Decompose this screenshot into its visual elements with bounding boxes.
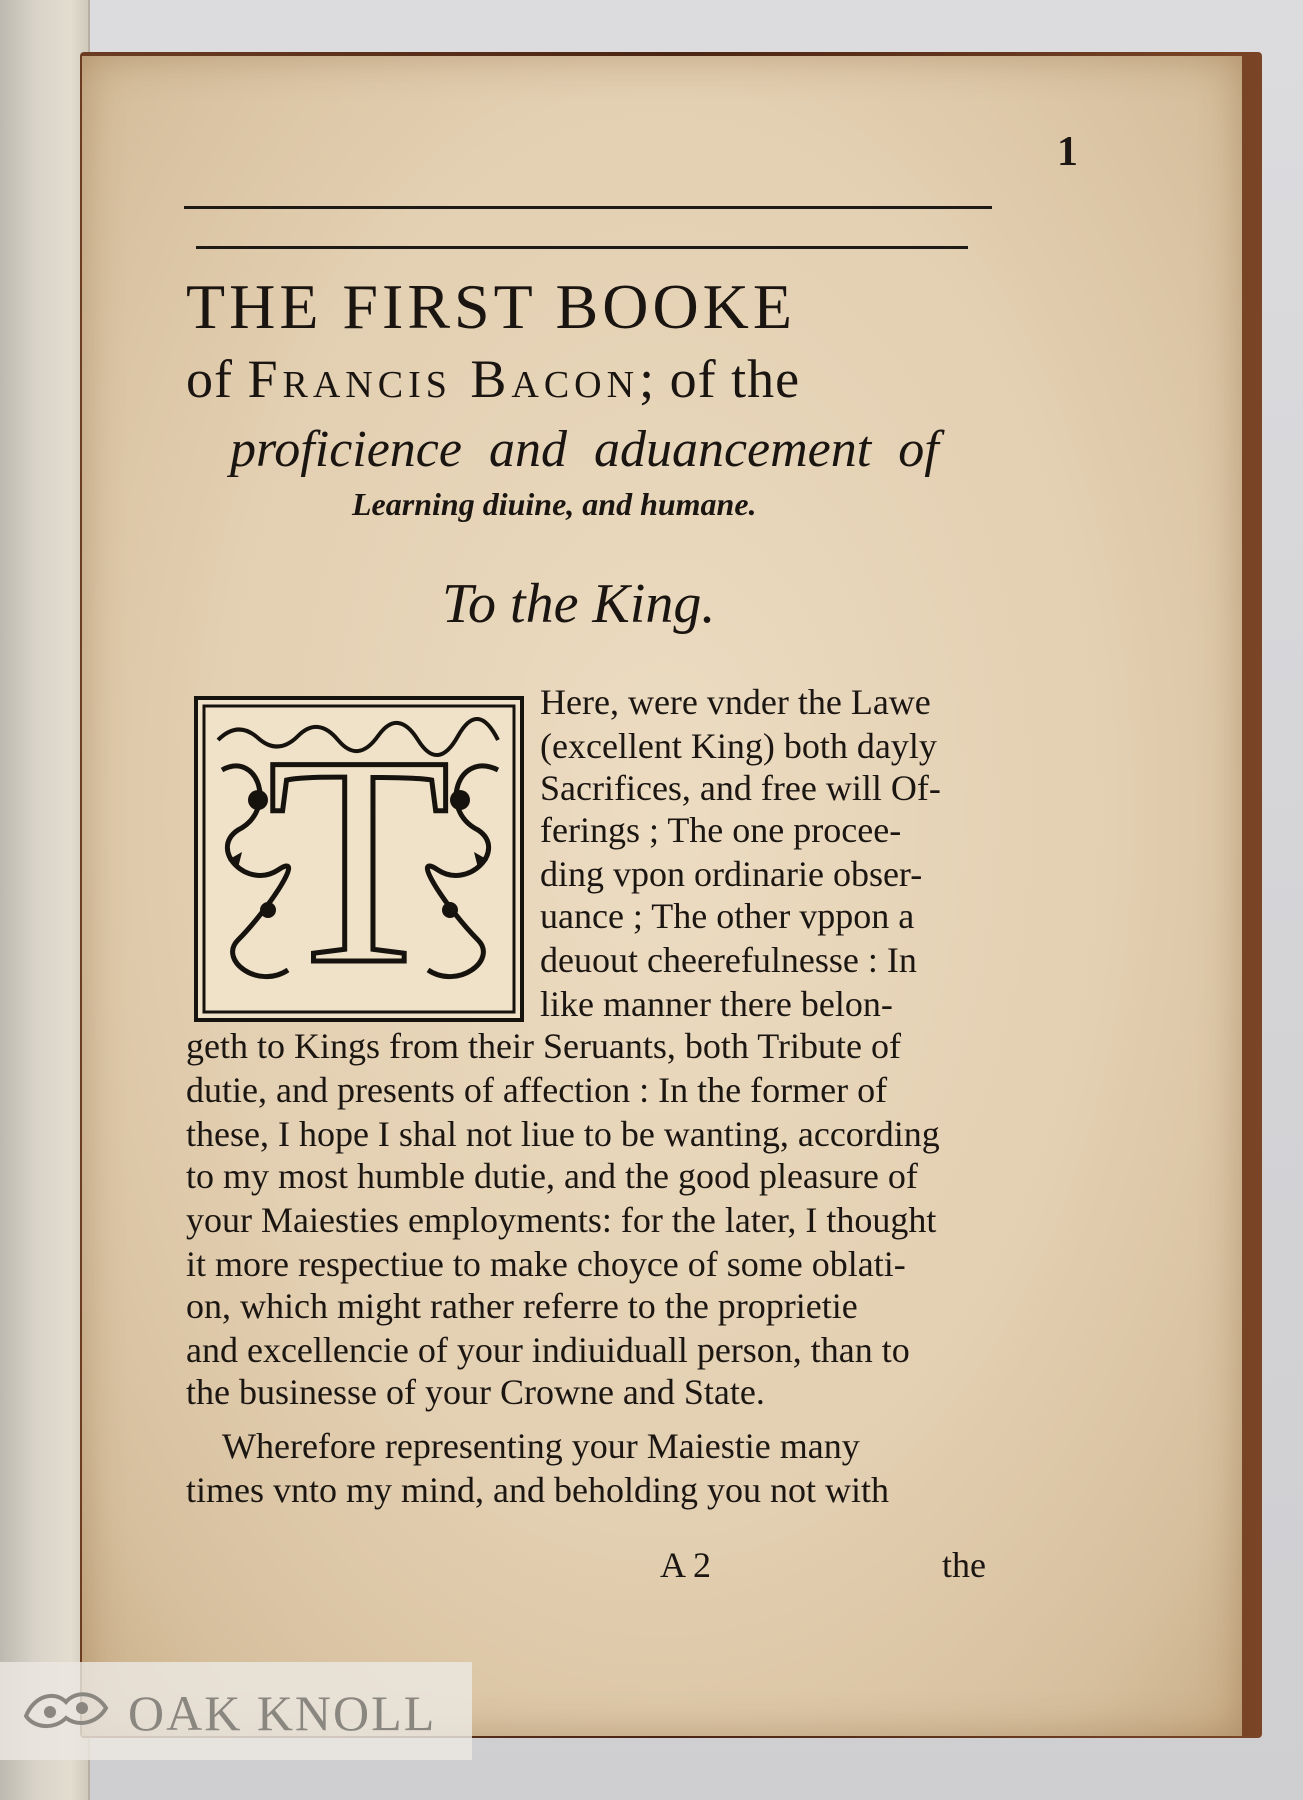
body-line: on, which might rather referre to the proprietie — [186, 1286, 858, 1326]
page-number: 1 — [1057, 129, 1078, 175]
title-line-3: proficience and aduancement of — [230, 421, 939, 478]
title-line-2 — [186, 348, 1006, 410]
body-line: these, I hope I shal not liue to be wanting, according — [186, 1114, 940, 1154]
catchword: the — [942, 1545, 986, 1585]
book-page — [82, 56, 1242, 1736]
title-line-4: Learning diuine, and humane. — [352, 486, 757, 522]
title-line-1: THE FIRST BOOKE — [186, 271, 796, 342]
body-line: to my most humble dutie, and the good pleasure of — [186, 1156, 918, 1196]
decorated-initial — [194, 694, 524, 1026]
body-line: uance ; The other vppon a — [540, 896, 915, 936]
body-line: geth to Kings from their Seruants, both Tribute of — [186, 1026, 901, 1066]
body-line: ding vpon ordinarie obser- — [540, 854, 923, 894]
watermark-text: OAK KNOLL — [128, 1685, 437, 1741]
body-line: dutie, and presents of affection : In the former of — [186, 1070, 888, 1110]
body-line: Here, were vnder the Lawe — [540, 682, 931, 722]
dedication-heading: To the King. — [442, 573, 716, 635]
initial-letter: T — [267, 694, 451, 1026]
body-line: your Maiesties employments: for the later, I thought — [186, 1200, 937, 1240]
signature-mark: A 2 — [660, 1545, 712, 1585]
body-line: it more respectiue to make choyce of some oblati- — [186, 1244, 906, 1284]
header-rule-bottom — [196, 246, 968, 249]
body-line: the businesse of your Crowne and State. — [186, 1372, 765, 1412]
title-prefix: of — [186, 349, 248, 409]
body-line: like manner there belon- — [540, 984, 893, 1024]
author-name: Francis Bacon — [247, 349, 640, 409]
left-page-edge — [0, 0, 90, 1800]
header-rule-top — [184, 206, 992, 209]
body-line: Sacrifices, and free will Of- — [540, 768, 941, 808]
title-suffix: ; of the — [639, 349, 801, 409]
body-line: and excellencie of your indiuiduall person, than to — [186, 1330, 910, 1370]
body-line: deuout cheerefulnesse : In — [540, 940, 917, 980]
body-line: ferings ; The one procee- — [540, 810, 902, 850]
oak-knoll-logo-icon — [20, 1682, 112, 1738]
body-line: times vnto my mind, and beholding you not with — [186, 1470, 889, 1510]
watermark — [0, 1662, 472, 1760]
body-line: Wherefore representing your Maiestie many — [222, 1426, 860, 1466]
body-line: (excellent King) both dayly — [540, 726, 937, 766]
